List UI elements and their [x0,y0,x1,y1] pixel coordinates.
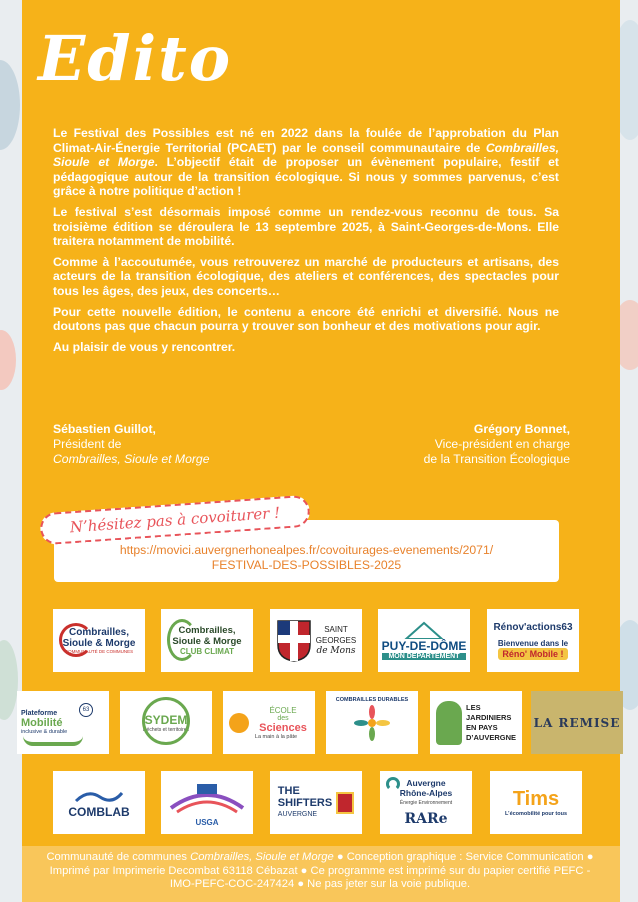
page-title: Edito [38,22,233,95]
logo-usga: USGA [161,771,253,834]
signature-role: Vice-président en charge [434,437,570,451]
logo-ecole-sciences: ÉCOLE des Sciences La main à la pâte [223,691,315,754]
logo-tims: Tims L’écomobilité pour tous [490,771,582,834]
gardener-icon [436,701,462,745]
swoosh-icon [23,736,83,746]
logo-plateforme-mobilite: Plateforme Mobilité inclusive & durable 63 [17,691,109,754]
paragraph-1: Le Festival des Possibles est né en 2022 dans la foulée de l’approbation du Plan Climat-Air-Énergie Territorial (PCAET) par le conseil communautaire de Combrailles, Sioule et Morge. L’objectif était de proposer un évènement populaire, festif et pédagogique autour de la transition écologique. Si nous y sommes parvenus, c’est grâce à notre politique d’action ! [53,126,559,199]
runner-icon [167,778,247,818]
sun-icon [229,713,249,733]
edito-body [53,126,559,360]
signature-right [424,422,570,467]
coat-of-arms-icon [276,619,312,663]
logo-jardiniers: LES JARDINIERS EN PAYS D’AUVERGNE [430,691,522,754]
signature-org: Combrailles, Sioule et Morge [53,452,210,466]
logo-comblab: COMBLAB [53,771,145,834]
signature-org: de la Transition Écologique [423,452,570,466]
flag-icon [336,792,354,814]
logo-combrailles-durables: COMBRAILLES DURABLES [326,691,418,754]
wave-icon [74,787,124,805]
paragraph-4: Pour cette nouvelle édition, le contenu a encore été enrichi et diversifié. Nous ne doutons pas que chacun pourra y trouver son bonheur et des motivations pour agir. [53,304,559,334]
logo-la-remise: LA REMISE [531,691,623,754]
logo-mark [142,697,190,745]
signature-name: Sébastien Guillot, [53,422,156,436]
badge-63: 63 [79,703,93,717]
covoiturage-link[interactable]: https://movici.auvergnerhonealpes.fr/covoiturages-evenements/2071/ FESTIVAL-DES-POSSIBLES-2025 [119,543,494,572]
signature-role: Président de [53,437,122,451]
logo-saint-georges: SAINT GEORGES de Mons [270,609,362,672]
logo-club-climat: Combrailles, Sioule & Morge CLUB CLIMAT [161,609,253,672]
logo-sydem: SYDEM Déchets et territoires [120,691,212,754]
logo-combrailles: Combrailles, Sioule & Morge COMMUNAUTÉ DE COMMUNES [53,609,145,672]
background-blob [0,330,16,390]
flower-icon [352,703,392,743]
logo-rare: Auvergne Rhône-Alpes Énergie Environnement RARe [380,771,472,834]
logo-mark [167,619,197,661]
background-blob [0,640,18,720]
logo-mark [59,623,93,657]
signature-name: Grégory Bonnet, [473,422,570,436]
covoiturage-banner: N’hésitez pas à covoiturer ! [39,495,311,546]
logo-renovactions: Rénov'actions63 Bienvenue dans le Réno' Mobile ! [487,609,579,672]
logo-puy-de-dome: PUY-DE-DÔME MON DÉPARTEMENT [378,609,470,672]
footer-text: Communauté de communes Combrailles, Sioule et Morge ● Conception graphique : Service Communication ● Imprimé par Imprimerie Decombat 63118 Cébazat ● Ce programme est imprimé sur du papier certifié PEFC - IMO-PEFC-COC-247424 ● Ne pas jeter sur la voie publique. [46,851,594,890]
background-blob [0,60,20,150]
paragraph-2: Le festival s’est désormais imposé comme un rendez-vous reconnu de tous. Sa troisième édition se déroulera le 13 septembre 2025, à Saint-Georges-de-Mons. Elle traitera notamment de mobilité. [53,204,559,249]
signature-left [53,422,209,467]
logo-mark [386,777,400,791]
paragraph-5: Au plaisir de vous y rencontrer. [53,339,236,354]
paragraph-3: Comme à l’accoutumée, vous retrouverez un marché de producteurs et artisans, des acteurs de la transition écologique, des ateliers et conférences, des spectacles pour tous les âges, des jeux, des concerts… [53,254,559,298]
mountain-icon [394,621,454,639]
logo-shifters: THE SHIFTERS AUVERGNE [270,771,362,834]
